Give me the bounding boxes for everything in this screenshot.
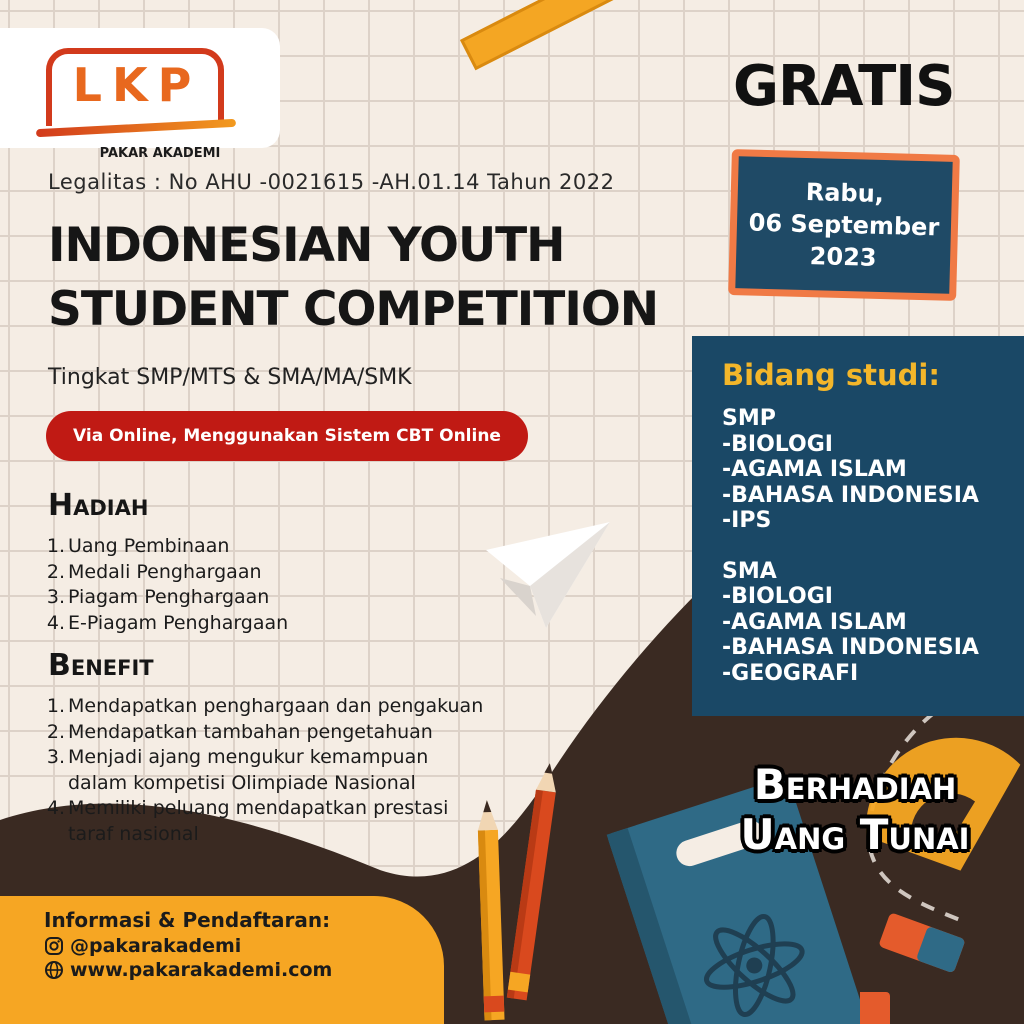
subject-item: -GEOGRAFI: [722, 660, 859, 686]
cash-prize-label: [690, 760, 1020, 860]
subject-group-level: SMA: [722, 558, 777, 584]
contact-panel: [0, 896, 444, 1024]
education-level: Tingkat SMP/MTS & SMA/MA/SMK: [48, 365, 412, 390]
stationery-illustration: [860, 700, 1024, 1024]
subject-item: -AGAMA ISLAM: [722, 457, 907, 482]
website-row[interactable]: [44, 958, 444, 982]
event-year: 2023: [809, 242, 877, 272]
subject-group-smp: [722, 406, 1024, 534]
instagram-handle[interactable]: @pakarakademi: [70, 935, 242, 957]
subject-item: -BAHASA INDONESIA: [722, 482, 979, 508]
subject-group-level: SMP: [722, 406, 776, 431]
event-date: 06 September: [748, 208, 940, 242]
instagram-row[interactable]: [44, 934, 444, 958]
website-link[interactable]: www.pakarakademi.com: [70, 959, 333, 981]
subject-item: -BAHASA INDONESIA: [722, 635, 979, 660]
list-item: 1. Uang Pembinaan: [46, 535, 230, 557]
list-item: 2. Mendapatkan tambahan pengetahuan: [46, 720, 433, 743]
list-item: 4. E-Piagam Penghargaan: [46, 611, 289, 634]
list-item: 3. Piagam Penghargaan: [46, 586, 270, 608]
list-item: 4. Memiliki peluang mendapatkan prestasi taraf nasional: [46, 797, 449, 845]
event-title-line-1: INDONESIAN YOUTH: [48, 218, 565, 273]
online-badge: Via Online, Menggunakan Sistem CBT Online: [46, 411, 528, 461]
event-date-board: [728, 149, 960, 301]
subjects-heading: Bidang studi:: [722, 358, 940, 392]
subject-item: -BIOLOGI: [722, 584, 833, 609]
logo-letters: LKP: [72, 58, 202, 112]
subject-group-sma: [722, 559, 1024, 687]
cash-prize-line-2: Uang Tunai: [740, 810, 970, 859]
prizes-heading: Hadiah: [48, 488, 149, 523]
subject-item: -AGAMA ISLAM: [722, 609, 907, 635]
list-item: 2. Medali Penghargaan: [46, 560, 262, 583]
free-label: GRATIS: [733, 54, 955, 119]
benefits-heading: Benefit: [48, 648, 154, 683]
globe-icon: [44, 960, 64, 980]
subject-item: -IPS: [722, 508, 772, 533]
cash-prize-line-1: Berhadiah: [753, 760, 957, 809]
instagram-icon: [44, 936, 64, 956]
subjects-panel: [692, 336, 1024, 716]
logo: [0, 28, 280, 161]
contact-heading: Informasi & Pendaftaran:: [44, 908, 331, 932]
logo-subtitle: PAKAR AKADEMI: [99, 146, 221, 161]
paper-plane-icon: [486, 520, 612, 630]
subject-item: -BIOLOGI: [722, 431, 833, 457]
prizes-list: [45, 534, 288, 636]
event-day: Rabu,: [805, 177, 885, 209]
legality-text: Legalitas : No AHU -0021615 -AH.01.14 Tahun 2022: [48, 170, 615, 194]
benefits-list: [45, 694, 585, 847]
event-title-line-2: STUDENT COMPETITION: [48, 282, 659, 337]
ruler-illustration: [460, 0, 698, 70]
list-item: 1. Mendapatkan penghargaan dan pengakuan: [46, 695, 484, 717]
list-item: 3. Menjadi ajang mengukur kemampuan dalam kompetisi Olimpiade Nasional: [46, 746, 429, 794]
